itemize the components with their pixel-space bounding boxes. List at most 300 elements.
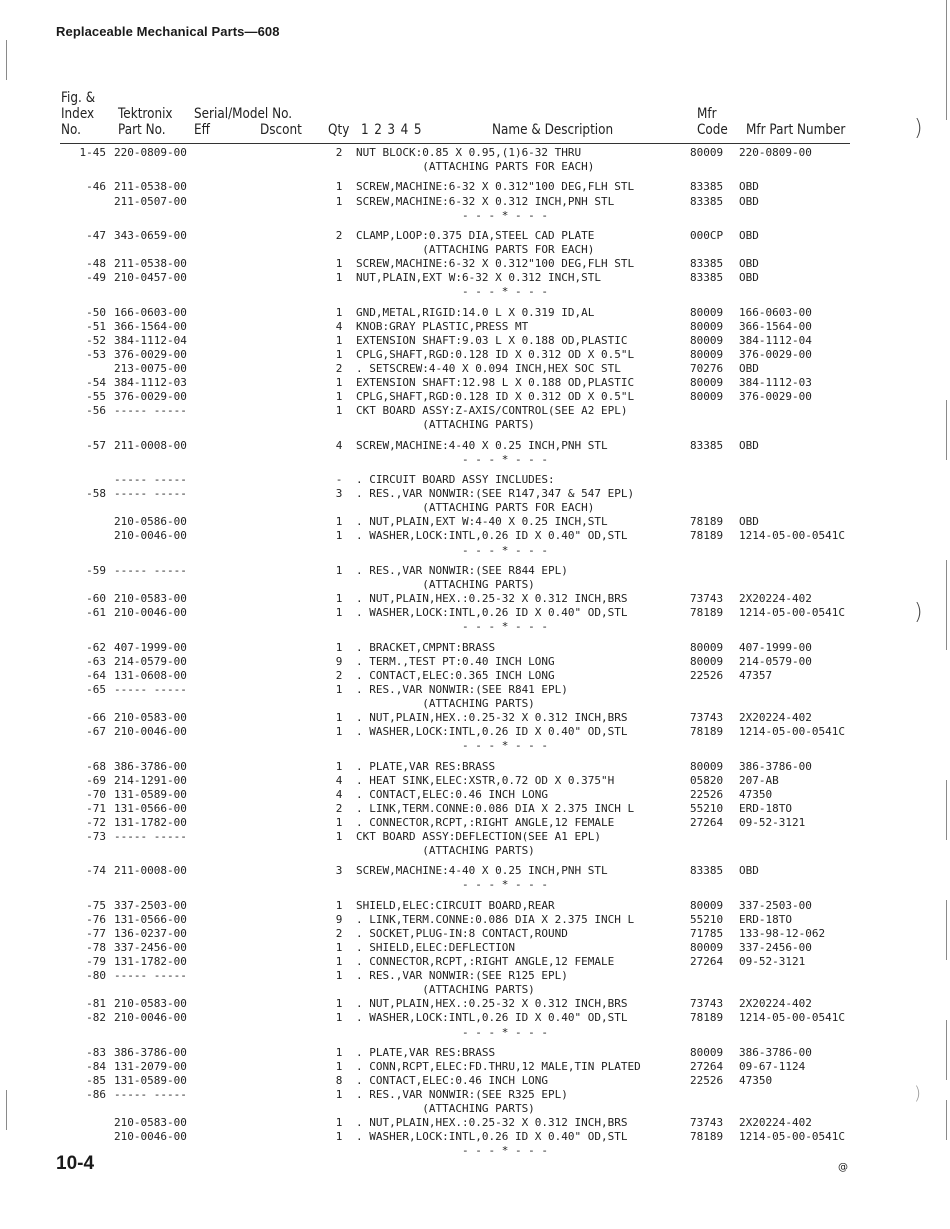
fig-index-cell: -72 bbox=[86, 815, 106, 829]
name-description-cell: SHIELD,ELEC:CIRCUIT BOARD,REAR bbox=[356, 898, 555, 912]
fig-index-cell: -74 bbox=[86, 864, 106, 878]
qty-cell: 1 bbox=[335, 606, 343, 620]
name-description-cell: . CONN,RCPT,ELEC:FD.THRU,12 MALE,TIN PLATED bbox=[356, 1059, 641, 1073]
table-row bbox=[0, 816, 950, 830]
mfr-part-number-cell: 1214-05-00-0541C bbox=[739, 606, 845, 620]
table-row bbox=[0, 927, 950, 941]
tektronix-part-cell: 211-0538-00 bbox=[114, 257, 187, 271]
binding-bracket-mark: ) bbox=[914, 600, 923, 625]
mfr-code-cell: 83385 bbox=[690, 180, 724, 194]
mfr-code-cell: 22526 bbox=[690, 668, 724, 682]
tektronix-part-cell: 210-0583-00 bbox=[114, 1116, 187, 1130]
tektronix-part-cell: 384-1112-03 bbox=[114, 376, 187, 390]
table-row bbox=[0, 669, 950, 683]
mfr-part-number-cell: 214-0579-00 bbox=[739, 654, 812, 668]
qty-cell: 1 bbox=[335, 271, 343, 285]
mfr-code-cell: 80009 bbox=[690, 640, 724, 654]
col-tek-line2: Part No. bbox=[118, 122, 166, 138]
table-row bbox=[0, 641, 950, 655]
tektronix-part-cell: 210-0046-00 bbox=[114, 1011, 187, 1025]
name-description-cell: - - - * - - - bbox=[356, 285, 549, 299]
name-description-cell: . NUT,PLAIN,HEX.:0.25-32 X 0.312 INCH,BRS bbox=[356, 997, 628, 1011]
name-description-cell: . NUT,PLAIN,HEX.:0.25-32 X 0.312 INCH,BRS bbox=[356, 710, 628, 724]
name-description-cell: . SOCKET,PLUG-IN:8 CONTACT,ROUND bbox=[356, 926, 568, 940]
table-row bbox=[0, 243, 950, 257]
table-row bbox=[0, 1060, 950, 1074]
mfr-code-cell: 78189 bbox=[690, 529, 724, 543]
fig-index-cell: -77 bbox=[86, 926, 106, 940]
tektronix-part-cell: 210-0586-00 bbox=[114, 515, 187, 529]
mfr-part-number-cell: OBD bbox=[739, 361, 759, 375]
name-description-cell: EXTENSION SHAFT:9.03 L X 0.188 OD,PLASTIC bbox=[356, 333, 628, 347]
name-description-cell: SCREW,MACHINE:6-32 X 0.312"100 DEG,FLH STL bbox=[356, 180, 635, 194]
mfr-part-number-cell: 09-52-3121 bbox=[739, 815, 806, 829]
name-description-cell: (ATTACHING PARTS) bbox=[356, 696, 535, 710]
qty-cell: 1 bbox=[335, 941, 343, 955]
mfr-part-number-cell: OBD bbox=[739, 257, 759, 271]
fig-index-cell: -46 bbox=[86, 180, 106, 194]
mfr-part-number-cell: OBD bbox=[739, 515, 759, 529]
qty-cell: 4 bbox=[335, 319, 343, 333]
table-row bbox=[0, 697, 950, 711]
name-description-cell: (ATTACHING PARTS) bbox=[356, 418, 535, 432]
qty-cell: 1 bbox=[335, 1130, 343, 1144]
tektronix-part-cell: 214-1291-00 bbox=[114, 773, 187, 787]
mfr-part-number-cell: OBD bbox=[739, 864, 759, 878]
mfr-part-number-cell: 384-1112-04 bbox=[739, 333, 812, 347]
table-row bbox=[0, 711, 950, 725]
name-description-cell: . NUT,PLAIN,EXT W:4-40 X 0.25 INCH,STL bbox=[356, 515, 608, 529]
name-description-cell: (ATTACHING PARTS) bbox=[356, 1102, 535, 1116]
tektronix-part-cell: 131-2079-00 bbox=[114, 1059, 187, 1073]
name-description-cell: . BRACKET,CMPNT:BRASS bbox=[356, 640, 496, 654]
name-description-cell: CKT BOARD ASSY:Z-AXIS/CONTROL(SEE A2 EPL) bbox=[356, 404, 628, 418]
name-description-cell: SCREW,MACHINE:6-32 X 0.312 INCH,PNH STL bbox=[356, 194, 615, 208]
name-description-cell: - - - * - - - bbox=[356, 452, 549, 466]
name-description-cell: . CONTACT,ELEC:0.46 INCH LONG bbox=[356, 787, 549, 801]
mfr-code-cell: 55210 bbox=[690, 912, 724, 926]
table-row bbox=[0, 320, 950, 334]
fig-index-cell: -49 bbox=[86, 271, 106, 285]
mfr-code-cell: 73743 bbox=[690, 1116, 724, 1130]
fig-index-cell: -84 bbox=[86, 1059, 106, 1073]
table-row bbox=[0, 844, 950, 858]
table-row bbox=[0, 334, 950, 348]
qty-cell: 1 bbox=[335, 376, 343, 390]
name-description-cell: (ATTACHING PARTS FOR EACH) bbox=[356, 160, 595, 174]
mfr-code-cell: 000CP bbox=[690, 228, 724, 242]
table-row bbox=[0, 404, 950, 418]
name-description-cell: . WASHER,LOCK:INTL,0.26 ID X 0.40" OD,STL bbox=[356, 725, 628, 739]
fig-index-cell: -58 bbox=[86, 487, 106, 501]
tektronix-part-cell: 211-0008-00 bbox=[114, 438, 187, 452]
footer-mark: @ bbox=[838, 1162, 848, 1173]
mfr-code-cell: 22526 bbox=[690, 787, 724, 801]
fig-index-cell: -78 bbox=[86, 941, 106, 955]
tektronix-part-cell: 211-0538-00 bbox=[114, 180, 187, 194]
tektronix-part-cell: 136-0237-00 bbox=[114, 926, 187, 940]
table-row bbox=[0, 592, 950, 606]
col-mfr-part-number: Mfr Part Number bbox=[746, 122, 846, 138]
table-row bbox=[0, 515, 950, 529]
mfr-part-number-cell: ERD-18TO bbox=[739, 912, 792, 926]
name-description-cell: . SETSCREW:4-40 X 0.094 INCH,HEX SOC STL bbox=[356, 361, 621, 375]
name-description-cell: GND,METAL,RIGID:14.0 L X 0.319 ID,AL bbox=[356, 305, 595, 319]
fig-index-cell: -48 bbox=[86, 257, 106, 271]
col-serial-eff: Eff bbox=[194, 122, 210, 138]
fig-index-cell: -69 bbox=[86, 773, 106, 787]
name-description-cell: CPLG,SHAFT,RGD:0.128 ID X 0.312 OD X 0.5"L bbox=[356, 347, 635, 361]
mfr-code-cell: 80009 bbox=[690, 319, 724, 333]
tektronix-part-cell: ----- ----- bbox=[114, 1088, 187, 1102]
name-description-cell: (ATTACHING PARTS FOR EACH) bbox=[356, 243, 595, 257]
tektronix-part-cell: 131-1782-00 bbox=[114, 955, 187, 969]
qty-cell: 1 bbox=[335, 180, 343, 194]
mfr-code-cell: 80009 bbox=[690, 1045, 724, 1059]
tektronix-part-cell: 166-0603-00 bbox=[114, 305, 187, 319]
name-description-cell: . HEAT SINK,ELEC:XSTR,0.72 OD X 0.375"H bbox=[356, 773, 615, 787]
mfr-part-number-cell: 2X20224-402 bbox=[739, 592, 812, 606]
mfr-part-number-cell: 133-98-12-062 bbox=[739, 926, 826, 940]
table-row bbox=[0, 306, 950, 320]
name-description-cell: . WASHER,LOCK:INTL,0.26 ID X 0.40" OD,STL bbox=[356, 529, 628, 543]
tektronix-part-cell: 131-0589-00 bbox=[114, 787, 187, 801]
table-row bbox=[0, 257, 950, 271]
qty-cell: 8 bbox=[335, 1074, 343, 1088]
name-description-cell: - - - * - - - bbox=[356, 1025, 549, 1039]
qty-cell: 1 bbox=[335, 404, 343, 418]
tektronix-part-cell: 131-0589-00 bbox=[114, 1074, 187, 1088]
fig-index-cell: -47 bbox=[86, 228, 106, 242]
mfr-code-cell: 70276 bbox=[690, 361, 724, 375]
tektronix-part-cell: 211-0507-00 bbox=[114, 194, 187, 208]
mfr-code-cell: 80009 bbox=[690, 390, 724, 404]
tektronix-part-cell: 376-0029-00 bbox=[114, 347, 187, 361]
page-edge-line bbox=[946, 560, 947, 650]
qty-cell: 2 bbox=[335, 801, 343, 815]
tektronix-part-cell: 210-0583-00 bbox=[114, 592, 187, 606]
name-description-cell: . RES.,VAR NONWIR:(SEE R325 EPL) bbox=[356, 1088, 568, 1102]
qty-cell: 1 bbox=[335, 682, 343, 696]
table-row bbox=[0, 606, 950, 620]
col-serial-dscont: Dscont bbox=[260, 122, 302, 138]
name-description-cell: - - - * - - - bbox=[356, 620, 549, 634]
qty-cell: 4 bbox=[335, 438, 343, 452]
qty-cell: 1 bbox=[335, 515, 343, 529]
mfr-code-cell: 27264 bbox=[690, 955, 724, 969]
mfr-part-number-cell: 386-3786-00 bbox=[739, 759, 812, 773]
name-description-cell: . SHIELD,ELEC:DEFLECTION bbox=[356, 941, 515, 955]
mfr-part-number-cell: 2X20224-402 bbox=[739, 710, 812, 724]
qty-cell: 1 bbox=[335, 955, 343, 969]
tektronix-part-cell: 210-0046-00 bbox=[114, 725, 187, 739]
name-description-cell: SCREW,MACHINE:6-32 X 0.312"100 DEG,FLH STL bbox=[356, 257, 635, 271]
fig-index-cell: -56 bbox=[86, 404, 106, 418]
mfr-code-cell: 78189 bbox=[690, 606, 724, 620]
qty-cell: 1 bbox=[335, 390, 343, 404]
mfr-part-number-cell: 2X20224-402 bbox=[739, 997, 812, 1011]
name-description-cell: . WASHER,LOCK:INTL,0.26 ID X 0.40" OD,STL bbox=[356, 1130, 628, 1144]
binding-bracket-mark: ) bbox=[914, 1083, 922, 1104]
name-description-cell: . PLATE,VAR RES:BRASS bbox=[356, 759, 496, 773]
mfr-code-cell: 83385 bbox=[690, 864, 724, 878]
fig-index-cell: -79 bbox=[86, 955, 106, 969]
mfr-part-number-cell: 207-AB bbox=[739, 773, 779, 787]
table-row bbox=[0, 864, 950, 878]
page-edge-line bbox=[946, 900, 947, 960]
fig-index-cell: -57 bbox=[86, 438, 106, 452]
table-row bbox=[0, 955, 950, 969]
col-fig-line2: Index bbox=[61, 106, 95, 122]
qty-cell: 1 bbox=[335, 898, 343, 912]
mfr-part-number-cell: ERD-18TO bbox=[739, 801, 792, 815]
mfr-part-number-cell: OBD bbox=[739, 194, 759, 208]
mfr-code-cell: 73743 bbox=[690, 710, 724, 724]
mfr-code-cell: 80009 bbox=[690, 376, 724, 390]
tektronix-part-cell: 210-0457-00 bbox=[114, 271, 187, 285]
name-description-cell: . LINK,TERM.CONNE:0.086 DIA X 2.375 INCH L bbox=[356, 801, 635, 815]
table-row bbox=[0, 725, 950, 739]
mfr-part-number-cell: 384-1112-03 bbox=[739, 376, 812, 390]
qty-cell: 1 bbox=[335, 815, 343, 829]
name-description-cell: NUT BLOCK:0.85 X 0.95,(1)6-32 THRU bbox=[356, 146, 582, 159]
mfr-part-number-cell: 47350 bbox=[739, 787, 773, 801]
name-description-cell: EXTENSION SHAFT:12.98 L X 0.188 OD,PLASTIC bbox=[356, 376, 635, 390]
tektronix-part-cell: 210-0583-00 bbox=[114, 997, 187, 1011]
tektronix-part-cell: 337-2456-00 bbox=[114, 941, 187, 955]
col-tek-line1: Tektronix bbox=[118, 106, 173, 122]
name-description-cell: SCREW,MACHINE:4-40 X 0.25 INCH,PNH STL bbox=[356, 864, 608, 878]
table-row bbox=[0, 1011, 950, 1025]
fig-index-cell: -83 bbox=[86, 1045, 106, 1059]
fig-index-cell: -86 bbox=[86, 1088, 106, 1102]
table-row bbox=[0, 1074, 950, 1088]
mfr-code-cell: 27264 bbox=[690, 815, 724, 829]
qty-cell: 2 bbox=[335, 668, 343, 682]
qty-cell: 1 bbox=[335, 1045, 343, 1059]
fig-index-cell: -63 bbox=[86, 654, 106, 668]
qty-cell: 2 bbox=[335, 228, 343, 242]
mfr-code-cell: 80009 bbox=[690, 941, 724, 955]
name-description-cell: (ATTACHING PARTS) bbox=[356, 843, 535, 857]
fig-index-cell: -50 bbox=[86, 305, 106, 319]
qty-cell: 1 bbox=[335, 1011, 343, 1025]
fig-index-cell: -80 bbox=[86, 969, 106, 983]
header-rule bbox=[60, 143, 850, 144]
table-row bbox=[0, 376, 950, 390]
page-edge-line bbox=[6, 40, 7, 80]
binding-bracket-mark: ) bbox=[914, 116, 923, 141]
mfr-part-number-cell: 47350 bbox=[739, 1074, 773, 1088]
mfr-part-number-cell: OBD bbox=[739, 438, 759, 452]
name-description-cell: . WASHER,LOCK:INTL,0.26 ID X 0.40" OD,STL bbox=[356, 606, 628, 620]
name-description-cell: . TERM.,TEST PT:0.40 INCH LONG bbox=[356, 654, 555, 668]
table-row bbox=[0, 473, 950, 487]
page-number: 10-4 bbox=[56, 1153, 95, 1174]
tektronix-part-cell: 220-0809-00 bbox=[114, 146, 187, 159]
table-row bbox=[0, 983, 950, 997]
table-row bbox=[0, 271, 950, 285]
fig-index-cell: -71 bbox=[86, 801, 106, 815]
name-description-cell: . CIRCUIT BOARD ASSY INCLUDES: bbox=[356, 473, 555, 487]
name-description-cell: . LINK,TERM.CONNE:0.086 DIA X 2.375 INCH L bbox=[356, 912, 635, 926]
page-edge-line bbox=[6, 1090, 7, 1130]
fig-index-cell: -62 bbox=[86, 640, 106, 654]
table-row bbox=[0, 229, 950, 243]
mfr-code-cell: 80009 bbox=[690, 759, 724, 773]
mfr-part-number-cell: OBD bbox=[739, 180, 759, 194]
table-row bbox=[0, 453, 950, 467]
mfr-code-cell: 80009 bbox=[690, 898, 724, 912]
table-row bbox=[0, 899, 950, 913]
qty-cell: 9 bbox=[335, 912, 343, 926]
tektronix-part-cell: ----- ----- bbox=[114, 487, 187, 501]
tektronix-part-cell: 210-0583-00 bbox=[114, 710, 187, 724]
tektronix-part-cell: 131-0566-00 bbox=[114, 912, 187, 926]
fig-index-cell: -55 bbox=[86, 390, 106, 404]
mfr-part-number-cell: 47357 bbox=[739, 668, 773, 682]
fig-index-cell: -81 bbox=[86, 997, 106, 1011]
mfr-code-cell: 80009 bbox=[690, 654, 724, 668]
tektronix-part-cell: 366-1564-00 bbox=[114, 319, 187, 333]
mfr-part-number-cell: 407-1999-00 bbox=[739, 640, 812, 654]
qty-cell: 1 bbox=[335, 710, 343, 724]
tektronix-part-cell: 210-0046-00 bbox=[114, 529, 187, 543]
qty-cell: 1 bbox=[335, 640, 343, 654]
mfr-code-cell: 55210 bbox=[690, 801, 724, 815]
tektronix-part-cell: ----- ----- bbox=[114, 404, 187, 418]
mfr-part-number-cell: 337-2456-00 bbox=[739, 941, 812, 955]
mfr-code-cell: 78189 bbox=[690, 1130, 724, 1144]
fig-index-cell: -65 bbox=[86, 682, 106, 696]
qty-cell: 1 bbox=[335, 725, 343, 739]
fig-index-cell: 1-45 bbox=[79, 146, 106, 159]
fig-index-cell: -67 bbox=[86, 725, 106, 739]
name-description-cell: CPLG,SHAFT,RGD:0.128 ID X 0.312 OD X 0.5"L bbox=[356, 390, 635, 404]
table-row bbox=[0, 941, 950, 955]
mfr-part-number-cell: 1214-05-00-0541C bbox=[739, 1130, 845, 1144]
mfr-part-number-cell: 09-67-1124 bbox=[739, 1059, 806, 1073]
mfr-code-cell: 80009 bbox=[690, 305, 724, 319]
mfr-part-number-cell: 09-52-3121 bbox=[739, 955, 806, 969]
mfr-code-cell: 80009 bbox=[690, 347, 724, 361]
table-row bbox=[0, 1046, 950, 1060]
mfr-part-number-cell: 1214-05-00-0541C bbox=[739, 1011, 845, 1025]
name-description-cell: - - - * - - - bbox=[356, 739, 549, 753]
table-row bbox=[0, 160, 950, 174]
name-description-cell: . WASHER,LOCK:INTL,0.26 ID X 0.40" OD,STL bbox=[356, 1011, 628, 1025]
col-name-description: Name & Description bbox=[492, 122, 614, 138]
qty-cell: 1 bbox=[335, 969, 343, 983]
fig-index-cell: -60 bbox=[86, 592, 106, 606]
tektronix-part-cell: 131-0566-00 bbox=[114, 801, 187, 815]
table-row bbox=[0, 146, 950, 160]
mfr-code-cell: 80009 bbox=[690, 333, 724, 347]
tektronix-part-cell: ----- ----- bbox=[114, 829, 187, 843]
table-row bbox=[0, 180, 950, 194]
tektronix-part-cell: 337-2503-00 bbox=[114, 898, 187, 912]
name-description-cell: SCREW,MACHINE:4-40 X 0.25 INCH,PNH STL bbox=[356, 438, 608, 452]
tektronix-part-cell: 131-1782-00 bbox=[114, 815, 187, 829]
fig-index-cell: -76 bbox=[86, 912, 106, 926]
table-row bbox=[0, 969, 950, 983]
mfr-code-cell: 78189 bbox=[690, 725, 724, 739]
table-row bbox=[0, 1130, 950, 1144]
tektronix-part-cell: 384-1112-04 bbox=[114, 333, 187, 347]
table-row bbox=[0, 878, 950, 892]
qty-cell: 1 bbox=[335, 333, 343, 347]
mfr-code-cell: 78189 bbox=[690, 1011, 724, 1025]
page-edge-line bbox=[946, 1100, 947, 1140]
fig-index-cell: -68 bbox=[86, 759, 106, 773]
name-description-cell: . NUT,PLAIN,HEX.:0.25-32 X 0.312 INCH,BRS bbox=[356, 1116, 628, 1130]
mfr-code-cell: 83385 bbox=[690, 257, 724, 271]
name-description-cell: . CONTACT,ELEC:0.46 INCH LONG bbox=[356, 1074, 549, 1088]
table-row bbox=[0, 501, 950, 515]
tektronix-part-cell: ----- ----- bbox=[114, 969, 187, 983]
tektronix-part-cell: 131-0608-00 bbox=[114, 668, 187, 682]
name-description-cell: . RES.,VAR NONWIR:(SEE R844 EPL) bbox=[356, 563, 568, 577]
tektronix-part-cell: 407-1999-00 bbox=[114, 640, 187, 654]
table-row bbox=[0, 1088, 950, 1102]
table-row bbox=[0, 348, 950, 362]
qty-cell: 1 bbox=[335, 257, 343, 271]
table-row bbox=[0, 1144, 950, 1158]
fig-index-cell: -51 bbox=[86, 319, 106, 333]
tektronix-part-cell: 386-3786-00 bbox=[114, 759, 187, 773]
mfr-part-number-cell: 166-0603-00 bbox=[739, 305, 812, 319]
mfr-code-cell: 73743 bbox=[690, 997, 724, 1011]
qty-cell: 1 bbox=[335, 563, 343, 577]
qty-cell: 1 bbox=[335, 347, 343, 361]
name-description-cell: - - - * - - - bbox=[356, 878, 549, 892]
fig-index-cell: -66 bbox=[86, 710, 106, 724]
mfr-part-number-cell: 2X20224-402 bbox=[739, 1116, 812, 1130]
table-row bbox=[0, 739, 950, 753]
name-description-cell: . CONTACT,ELEC:0.365 INCH LONG bbox=[356, 668, 555, 682]
qty-cell: 1 bbox=[335, 529, 343, 543]
table-row bbox=[0, 830, 950, 844]
name-description-cell: . NUT,PLAIN,HEX.:0.25-32 X 0.312 INCH,BRS bbox=[356, 592, 628, 606]
col-levels: 1 2 3 4 5 bbox=[361, 122, 422, 138]
tektronix-part-cell: ----- ----- bbox=[114, 563, 187, 577]
page-edge-line bbox=[946, 400, 947, 460]
qty-cell: 3 bbox=[335, 487, 343, 501]
table-row bbox=[0, 1026, 950, 1040]
table-row bbox=[0, 620, 950, 634]
name-description-cell: . PLATE,VAR RES:BRASS bbox=[356, 1045, 496, 1059]
table-row bbox=[0, 564, 950, 578]
table-row bbox=[0, 439, 950, 453]
fig-index-cell: -53 bbox=[86, 347, 106, 361]
tektronix-part-cell: 376-0029-00 bbox=[114, 390, 187, 404]
col-qty: Qty bbox=[328, 122, 350, 138]
qty-cell: 2 bbox=[335, 146, 343, 159]
table-row bbox=[0, 529, 950, 543]
mfr-part-number-cell: 1214-05-00-0541C bbox=[739, 725, 845, 739]
mfr-part-number-cell: 1214-05-00-0541C bbox=[739, 529, 845, 543]
mfr-part-number-cell: 337-2503-00 bbox=[739, 898, 812, 912]
name-description-cell: NUT,PLAIN,EXT W:6-32 X 0.312 INCH,STL bbox=[356, 271, 602, 285]
tektronix-part-cell: 211-0008-00 bbox=[114, 864, 187, 878]
name-description-cell: (ATTACHING PARTS) bbox=[356, 983, 535, 997]
name-description-cell: (ATTACHING PARTS FOR EACH) bbox=[356, 501, 595, 515]
qty-cell: 1 bbox=[335, 305, 343, 319]
table-row bbox=[0, 1102, 950, 1116]
table-row bbox=[0, 913, 950, 927]
mfr-code-cell: 73743 bbox=[690, 592, 724, 606]
fig-index-cell: -70 bbox=[86, 787, 106, 801]
